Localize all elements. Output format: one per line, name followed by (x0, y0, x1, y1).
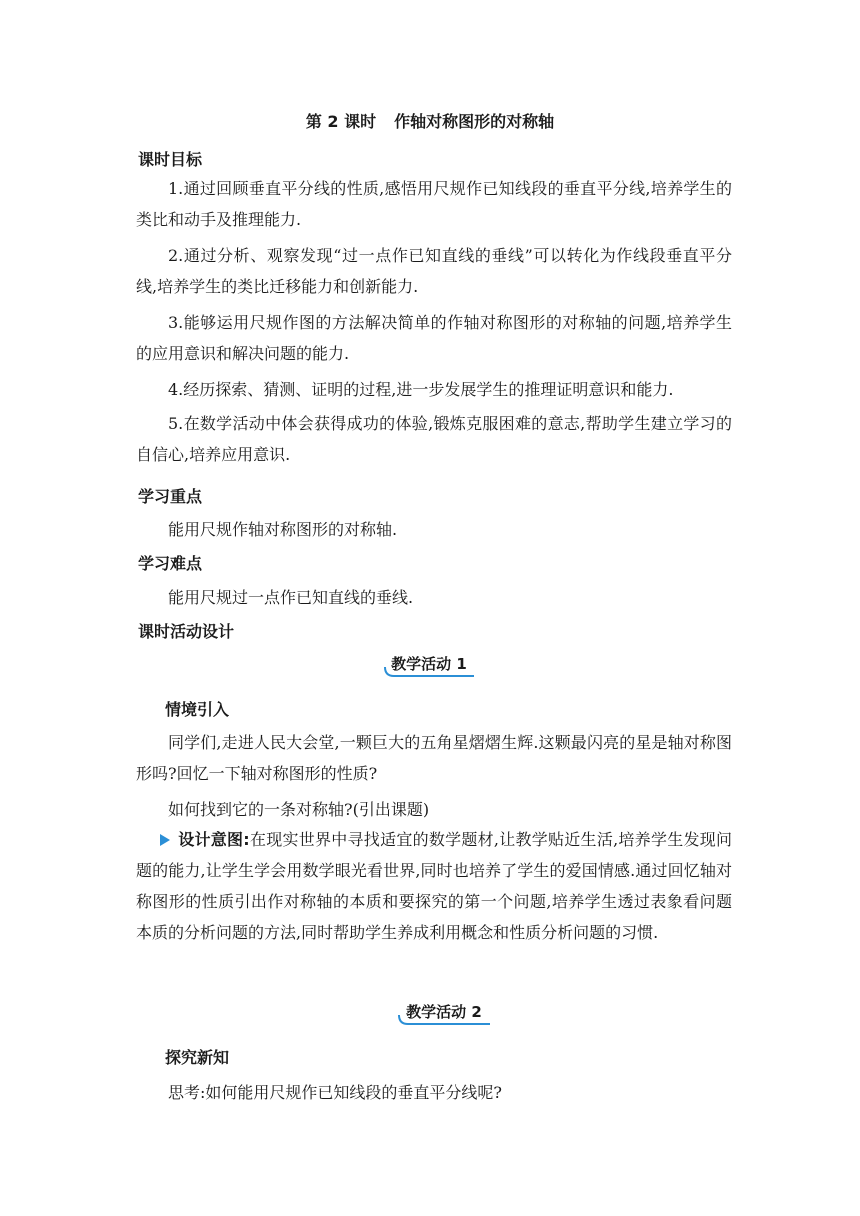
goals-heading: 课时目标 (138, 150, 203, 169)
activity-1-paragraph-2: 如何找到它的一条对称轴?(引出课题) (168, 800, 430, 819)
goal-item-1: 1.通过回顾垂直平分线的性质,感悟用尺规作已知线段的垂直平分线,培养学生的类比和动手及推理能力. (136, 179, 732, 229)
goal-item-5: 5.在数学活动中体会获得成功的体验,锻炼克服困难的意志,帮助学生建立学习的自信心,培养应用意识. (136, 414, 732, 464)
activity-1-paragraph-1: 同学们,走进人民大会堂,一颗巨大的五角星熠熠生辉.这颗最闪亮的星是轴对称图形吗?回忆一下轴对称图形的性质? (136, 733, 732, 783)
design-intent-text: 在现实世界中寻找适宜的数学题材,让教学贴近生活,培养学生发现问题的能力,让学生学会用数学眼光看世界,同时也培养了学生的爱国情感.通过回忆轴对称图形的性质引出作对称轴的本质和要探究的第一个问题,培养学生透过表象看问题本质的分析问题的方法,同时帮助学生养成利用概念和性质分析问题的习惯. (136, 830, 732, 942)
goal-item-2: 2.通过分析、观察发现“过一点作已知直线的垂线”可以转化为作线段垂直平分线,培养学生的类比迁移能力和创新能力. (136, 246, 732, 296)
activity-2-badge (396, 1001, 492, 1027)
activity-1-badge (382, 653, 476, 679)
design-heading: 课时活动设计 (138, 622, 235, 641)
page-title (0, 109, 860, 132)
goal-item-4: 4.经历探索、猜测、证明的过程,进一步发展学生的推理证明意识和能力. (168, 380, 674, 399)
activity-1-badge-label: 教学活动 1 (391, 655, 467, 673)
activity-1-subheading: 情境引入 (165, 700, 230, 719)
activity-2-paragraph-1: 思考:如何能用尺规作已知线段的垂直平分线呢? (168, 1083, 502, 1102)
activity-2-badge-label: 教学活动 2 (406, 1003, 482, 1021)
difficulty-heading: 学习难点 (138, 554, 203, 573)
lesson-topic: 作轴对称图形的对称轴 (394, 112, 555, 131)
design-intent-label: 设计意图: (178, 830, 250, 849)
triangle-pointer-icon (160, 834, 170, 846)
difficulty-text: 能用尺规过一点作已知直线的垂线. (168, 588, 414, 607)
activity-2-subheading: 探究新知 (165, 1048, 230, 1067)
goal-item-3: 3.能够运用尺规作图的方法解决简单的作轴对称图形的对称轴的问题,培养学生的应用意识和解决问题的能力. (136, 313, 732, 363)
key-point-heading: 学习重点 (138, 487, 203, 506)
lesson-number: 第 2 课时 (305, 112, 377, 131)
design-intent-paragraph (136, 824, 732, 948)
key-point-text: 能用尺规作轴对称图形的对称轴. (168, 520, 398, 539)
